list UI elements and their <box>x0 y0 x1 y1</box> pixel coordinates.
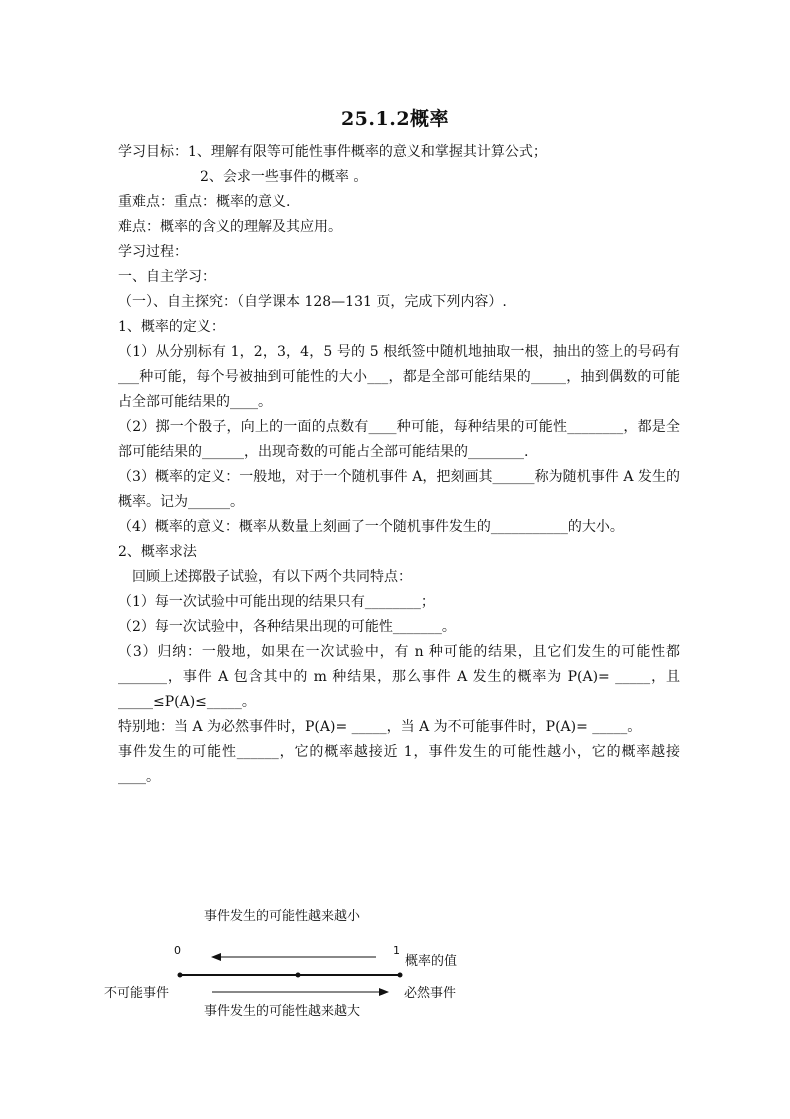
subsection-explore: （一）、自主探究：（自学课本 128—131 页，完成下列内容）. <box>118 294 507 310</box>
bottom-arrow-label: 事件发生的可能性越来越大 <box>204 1004 361 1019</box>
learning-goal-2: 2、会求一些事件的概率 。 <box>200 169 368 185</box>
review-line: 回顾上述掷骰子试验，有以下两个共同特点： <box>132 569 412 585</box>
section-process: 学习过程： <box>118 244 188 260</box>
question-1: （1）从分别标有 1，2，3，4，5 号的 5 根纸签中随机地抽取一根，抽出的签上的号码有___种可能，每个号被抽到可能性的大小___，都是全部可能结果的_____，抽到偶数的可能占全部可能结果的____。 <box>118 344 680 410</box>
question-4: （4）概率的意义：概率从数量上刻画了一个随机事件发生的___________的大小。 <box>118 519 624 535</box>
summary-formula: （3）归纳：一般地，如果在一次试验中，有 n 种可能的结果，且它们发生的可能性都_______，事件 A 包含其中的 m 种结果，那么事件 A 发生的概率为 P(A)= _____，且_____≤P(A)≤_____。 <box>118 644 680 710</box>
learning-goal-1: 学习目标：1、理解有限等可能性事件概率的意义和掌握其计算公式； <box>118 144 547 160</box>
difficult-points: 难点：概率的含义的理解及其应用。 <box>118 219 342 235</box>
right-label: 必然事件 <box>404 986 457 1001</box>
heading-definition: 1、概率的定义： <box>118 319 225 335</box>
top-arrow-label: 事件发生的可能性越来越小 <box>204 909 361 924</box>
key-points: 重难点：重点：概率的意义. <box>118 194 291 210</box>
special-case: 特别地：当 A 为必然事件时，P(A)= _____，当 A 为不可能事件时，P(A)= _____。 <box>118 719 642 735</box>
feature-2: （2）每一次试验中，各种结果出现的可能性_______。 <box>118 619 456 635</box>
probability-meaning: 事件发生的可能性______，它的概率越接近 1，事件发生的可能性越小，它的概率越接____。 <box>118 744 680 785</box>
point-zero <box>178 973 183 978</box>
page-title: 25.1.2概率 <box>340 108 450 130</box>
left-label: 不可能事件 <box>104 986 170 1001</box>
section-self-study: 一、自主学习： <box>118 269 216 285</box>
question-2: （2）掷一个骰子，向上的一面的点数有____种可能，每种结果的可能性________，都是全部可能结果的______，出现奇数的可能占全部可能结果的________. <box>118 419 680 460</box>
document-body <box>118 140 680 790</box>
point-one <box>398 973 403 978</box>
tick-zero: 0 <box>174 944 181 957</box>
heading-method: 2、概率求法 <box>118 544 197 560</box>
tick-one: 1 <box>393 944 400 957</box>
feature-1: （1）每一次试验中可能出现的结果只有________； <box>118 594 435 610</box>
question-3: （3）概率的定义：一般地，对于一个随机事件 A，把刻画其______称为随机事件 A 发生的概率。记为______。 <box>118 469 680 510</box>
value-label: 概率的值 <box>405 954 458 969</box>
point-middle <box>296 973 301 978</box>
